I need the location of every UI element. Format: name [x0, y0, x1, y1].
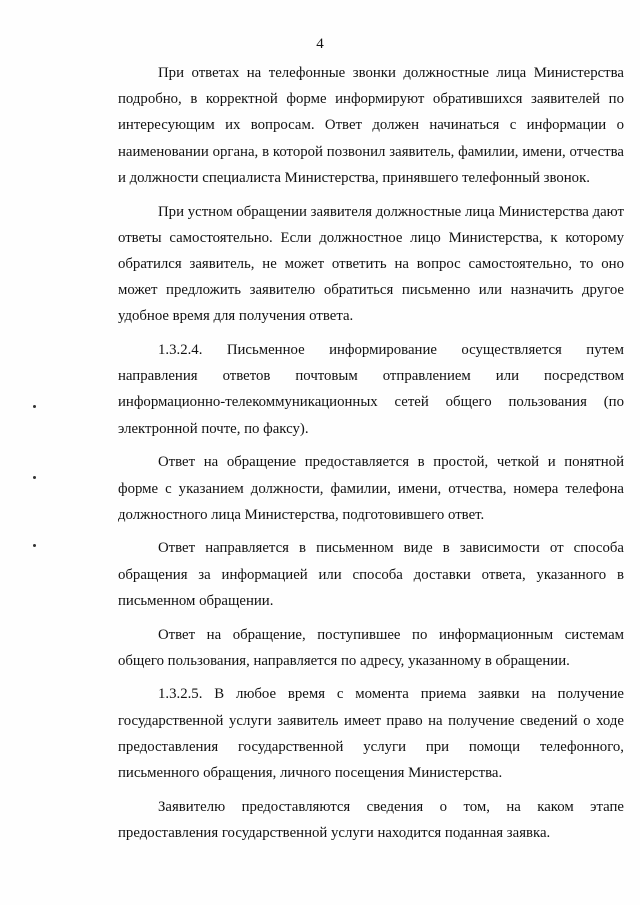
- paragraph-phone-calls: При ответах на телефонные звонки должностные лица Министерства подробно, в корректной форме информируют обратившихся заявителей по интересующим их вопросам. Ответ должен начинаться с информации о наименовании органа, в которой позвонил заявитель, фамилии, имени, отчества и должности специалиста Министерства, принявшего телефонный звонок.: [118, 65, 624, 186]
- page-number: 4: [316, 36, 324, 52]
- scan-speck: [33, 476, 36, 479]
- scan-speck: [33, 544, 36, 547]
- document-body: [118, 60, 624, 846]
- paragraph-info-systems: Ответ на обращение, поступившее по информационным системам общего пользования, направляется по адресу, указанному в обращении.: [118, 626, 624, 669]
- scan-speck: [33, 405, 36, 408]
- paragraph-response-sent: Ответ направляется в письменном виде в зависимости от способа обращения за информацией или способа доставки ответа, указанного в письменном обращении.: [118, 540, 624, 609]
- paragraph-1-3-2-5: 1.3.2.5. В любое время с момента приема заявки на получение государственной услуги заявитель имеет право на получение сведений о ходе предоставления государственной услуги при помощи телефонного, письменного обращения, личного посещения Министерства.: [118, 686, 624, 782]
- paragraph-1-3-2-4: 1.3.2.4. Письменное информирование осуществляется путем направления ответов почтовым отправлением или посредством информационно-телекоммуникационных сетей общего пользования (по электронной почте, по факсу).: [118, 342, 624, 437]
- paragraph-status-info: Заявителю предоставляются сведения о том, на каком этапе предоставления государственной услуги находится поданная заявка.: [118, 798, 624, 841]
- paragraph-oral-appeal: При устном обращении заявителя должностные лица Министерства дают ответы самостоятельно. Если должностное лицо Министерства, к которому обратился заявитель, не может ответить на вопрос самостоятельно, то оно может предложить заявителю обратиться письменно или назначить другое удобное время для получения ответа.: [118, 203, 624, 325]
- paragraph-response-form: Ответ на обращение предоставляется в простой, четкой и понятной форме с указанием должности, фамилии, имени, отчества, номера телефона должностного лица Министерства, подготовившего ответ.: [118, 454, 624, 523]
